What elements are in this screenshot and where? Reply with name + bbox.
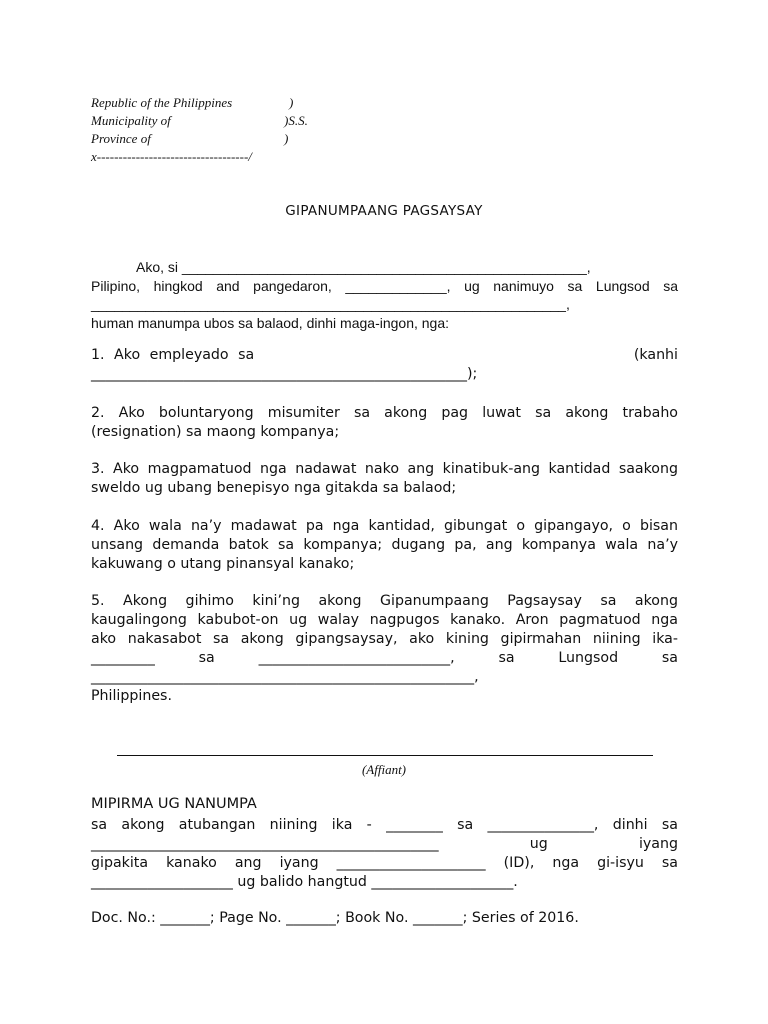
intro-paragraph [91,258,678,332]
item-4-line-1: 4. Ako wala na’y madawat pa nga kantidad, gibungat o gipangayo, o bisan [91,518,678,534]
venue-header [91,94,308,166]
notary-entry [91,909,678,928]
item-4-line-2: unsang demanda batok sa kompanya; dugang pa, ang kompanya wala na’y [91,537,678,553]
item-5-line-5: ______________________________________________________, [91,669,479,685]
jurat-line-3: gipakita kanako ang iyang _____________________ (ID), nga gi-isyu sa [91,855,678,871]
jurat-line-4: ____________________ ug balido hangtud ____________________. [91,874,518,890]
item-1-line-2: _____________________________________________________); [91,366,478,382]
item-4-line-3: kakuwang o utang pinansyal kanako; [91,556,355,572]
item-5-line-2: kaugalingong kabubot-on ug walay nagpugos kanako. Aron pagmatuod nga [91,612,678,628]
item-2-line-2: (resignation) sa maong kompanya; [91,424,340,440]
item-5-line-1: 5. Akong gihimo kini’ng akong Gipanumpaang Pagsaysay sa akong [91,593,678,609]
intro-line-3: _____________________________________________________________, [91,296,570,312]
header-ss-label: )S.S. [284,113,308,128]
header-row-divider [91,148,252,166]
jurat-line-1: sa akong atubangan niining ika - ________ sa _______________, dinhi sa [91,817,678,833]
item-2-line-1: 2. Ako boluntaryong misumiter sa akong pag luwat sa akong trabaho [91,405,678,421]
item-5-line-3: ako nakasabot sa akong gipangsaysay, ako kining gipirmahan niining ika- [91,631,678,647]
header-row-province [91,130,289,148]
item-3-paragraph [91,460,678,498]
jurat-line-2: _________________________________________________ ug iyang [91,836,678,852]
affiant-label: (Affiant) [361,762,407,777]
item-4-paragraph [91,517,678,574]
item-1-line-1 [91,346,678,365]
header-divider-text: x-----------------------------------/ [91,149,252,164]
item-1-paragraph [91,346,678,384]
doc-no-line: Doc. No.: _______; Page No. _______; Book No. _______; Series of 2016. [91,910,579,926]
jurat-paragraph [91,816,678,892]
item-3-line-2: sweldo ug ubang benepisyo nga gitakda sa balaod; [91,480,457,496]
header-row-republic [91,94,294,112]
item-5-line-4: _________ sa ___________________________, sa Lungsod sa [91,650,678,666]
intro-line-4: human manumpa ubos sa balaod, dinhi maga-ingon, nga: [91,314,450,331]
item-1-text: 1. Ako empleyado sa (kanhi [91,347,678,363]
item-5-line-6: Philippines. [91,688,172,704]
document-title: GIPANUMPAANG PAGSAYSAY [285,203,483,219]
header-province-label: Province of [91,131,151,146]
affiant-signature-line [117,755,653,756]
intro-line-1: Ako, si ____________________________________________________, [136,259,591,275]
header-republic-label: Republic of the Philippines [91,95,233,110]
header-province-paren: ) [284,131,289,146]
jurat-heading: MIPIRMA UG NANUMPA [91,796,257,812]
item-5-paragraph [91,592,678,706]
header-municipality-label: Municipality of [91,113,171,128]
item-3-line-1: 3. Ako magpamatuod nga nadawat nako ang kinatibuk-ang kantidad saakong [91,461,678,477]
intro-line-2: Pilipino, hingkod and pangedaron, _____________, ug nanimuyo sa Lungsod sa [91,277,678,294]
header-row-municipality [91,112,308,130]
header-republic-paren: ) [289,95,294,110]
item-2-paragraph [91,404,678,442]
